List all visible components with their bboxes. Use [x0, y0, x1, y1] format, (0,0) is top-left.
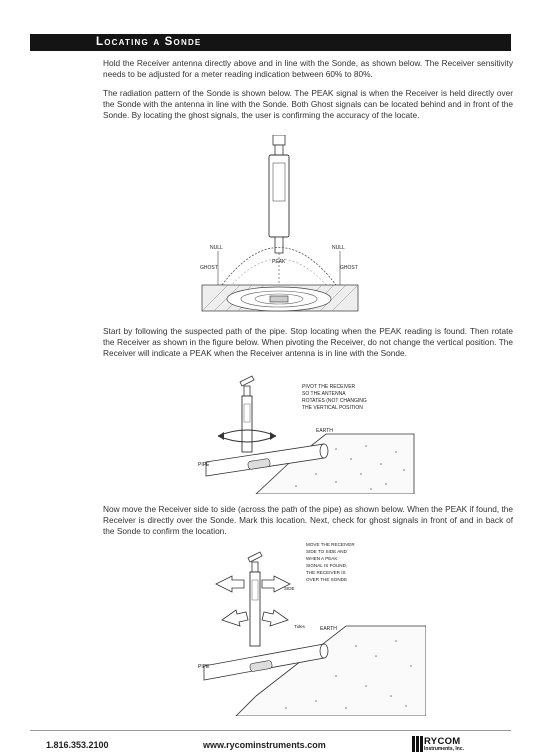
- footer-phone: 1.816.353.2100: [46, 740, 109, 750]
- side-bottom-label: Tides: [294, 624, 305, 629]
- rotate-arrow-icon: [270, 432, 276, 440]
- page-title: Locating a Sonde: [96, 36, 202, 48]
- side-note-line: THE RECEIVER IS: [306, 570, 346, 575]
- null-left-label: NULL: [210, 245, 223, 251]
- section-title-bar: [30, 34, 511, 51]
- side-note-line: SIGNAL IS FOUND,: [306, 563, 348, 568]
- side-note-line: MOVE THE RECEIVER: [306, 542, 355, 547]
- side-note-line: OVER THE SONDE: [306, 577, 348, 582]
- ghost-right-label: GHOST: [340, 265, 358, 271]
- paragraph-follow-path: Start by following the suspected path of the pipe. Stop locating when the PEAK reading is found. Then rotate the Receiver as shown in the figure below. When pivoting the Receiver, do not change the vertical position. The Receiver will indicate a PEAK when the Receiver antenna is in line with the Sonde.: [103, 326, 513, 358]
- pivot-note-line: THE VERTICAL POSITION: [302, 405, 363, 411]
- footer-url[interactable]: www.rycominstruments.com: [203, 740, 326, 750]
- radiation-pattern-figure: [200, 135, 360, 321]
- pivot-note-line: PIVOT THE RECEIVER: [302, 384, 356, 390]
- receiver-illustration: [248, 552, 262, 646]
- sonde-illustration: [270, 296, 288, 302]
- rycom-logo-icon: [412, 736, 423, 752]
- paragraph-hold-receiver: Hold the Receiver antenna directly above and in line with the Sonde, as shown below. The Receiver sensitivity needs to be adjusted for a meter reading indication between 60% to 80%.: [103, 58, 513, 79]
- side-top-label: SIDE: [284, 586, 295, 591]
- paragraph-side-to-side: Now move the Receiver side to side (across the path of the pipe) as shown below. When the PEAK if found, the Receiver is directly over the Sonde. Mark this location. Next, check for ghost signals in front of and in back of the Sonde to confirm the location.: [103, 504, 513, 536]
- pipe-label: PIPE: [198, 664, 210, 670]
- receiver-illustration: [269, 135, 289, 310]
- ghost-left-label: GHOST: [200, 265, 218, 271]
- earth-label: EARTH: [316, 428, 333, 434]
- brand-subtitle: Instruments, Inc.: [424, 746, 465, 752]
- brand-name: RYCOM: [424, 736, 461, 747]
- pivot-receiver-figure: [196, 374, 416, 494]
- peak-label: PEAK: [272, 259, 286, 265]
- pivot-note-line: ROTATES (NOT CHANGING: [302, 398, 367, 404]
- footer-divider: [30, 730, 511, 731]
- side-to-side-figure: [196, 536, 426, 716]
- pivot-note: [302, 384, 367, 411]
- paragraph-radiation-pattern: The radiation pattern of the Sonde is shown below. The PEAK signal is when the Receiver is held directly over the Sonde with the antenna in line with the Sonde. Both Ghost signals can be located behind and in front of the Sonde. By locating the ghost signals, the user is confirming the accuracy of the locate.: [103, 88, 513, 120]
- side-note: [306, 542, 355, 582]
- pivot-note-line: SO THE ANTENNA: [302, 391, 346, 397]
- pipe-label: PIPE: [198, 462, 210, 468]
- side-note-line: WHEN A PEAK: [306, 556, 338, 561]
- receiver-illustration: [240, 376, 254, 452]
- null-right-label: NULL: [332, 245, 345, 251]
- earth-label: EARTH: [320, 626, 337, 632]
- side-note-line: SIDE TO SIDE AND: [306, 549, 347, 554]
